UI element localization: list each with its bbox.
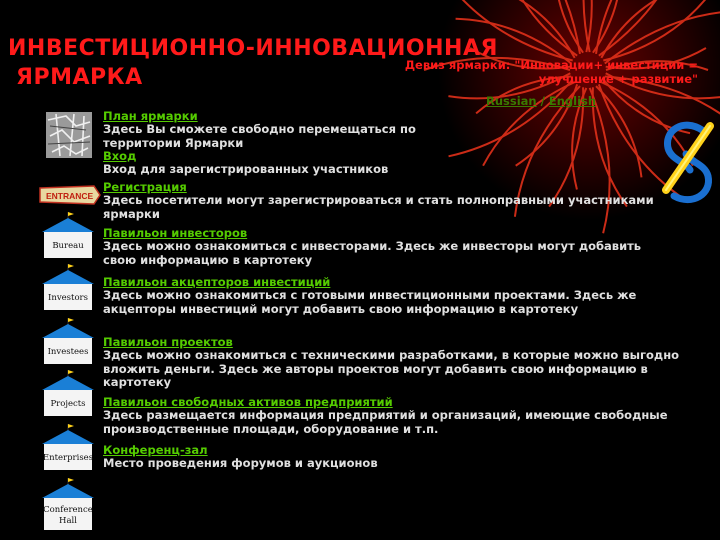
menu-item-projects	[103, 336, 703, 390]
motto-text: "Инновации+ инвестиции = улучшение + развитие"	[514, 58, 698, 86]
menu-desc-conference: Место проведения форумов и аукционов	[103, 456, 378, 470]
investors-label: Investors	[48, 293, 88, 303]
enterprises-label: Enterprises	[42, 453, 94, 463]
menu-desc-entrance: Вход для зарегистрированных участников	[103, 162, 389, 176]
page-title-line2: ЯРМАРКА	[16, 65, 143, 90]
lang-separator: /	[540, 94, 545, 108]
menu-link-projects[interactable]: Павильон проектов	[103, 335, 233, 349]
fair-map-icon[interactable]	[46, 112, 92, 158]
menu-item-enterprises	[103, 396, 703, 436]
fair-motto	[368, 58, 698, 86]
menu-link-plan[interactable]: План ярмарки	[103, 109, 198, 123]
menu-item-investors	[103, 227, 703, 267]
menu-item-plan	[103, 110, 703, 150]
investees-label: Investees	[47, 347, 89, 357]
menu-item-registration	[103, 181, 703, 221]
entrance-sign-icon[interactable]	[38, 184, 102, 206]
enterprises-tent-icon[interactable]	[38, 422, 98, 472]
investees-tent-icon[interactable]	[38, 316, 98, 366]
bureau-tent-icon[interactable]	[38, 210, 98, 260]
menu-item-conference	[103, 444, 703, 471]
menu-link-enterprises[interactable]: Павильон свободных активов предприятий	[103, 395, 393, 409]
lang-english-link[interactable]: English	[548, 94, 597, 108]
menu-link-investees[interactable]: Павильон акцепторов инвестиций	[103, 275, 331, 289]
menu-link-conference[interactable]: Конференц-зал	[103, 443, 208, 457]
bureau-label: Bureau	[52, 241, 84, 251]
menu-item-entrance	[103, 150, 703, 177]
menu-desc-enterprises: Здесь размещается информация предприятий и организаций, имеющие свободные производственные площади, оборудование и т.п.	[103, 408, 668, 436]
conference-label-line2: Hall	[59, 516, 77, 526]
lang-russian-link[interactable]: Russian	[486, 94, 537, 108]
motto-label: Девиз ярмарки:	[404, 58, 511, 72]
conference-label-line1: Conference	[43, 505, 93, 515]
menu-desc-plan: Здесь Вы сможете свободно перемещаться по территории Ярмарки	[103, 122, 416, 150]
menu-item-investees	[103, 276, 703, 316]
menu-desc-investees: Здесь можно ознакомиться с готовыми инвестиционными проектами. Здесь же акцепторы инвестиций могут добавить свою информацию в картотеку	[103, 288, 637, 316]
page-title-line1: ИНВЕСТИЦИОННО-ИННОВАЦИОННАЯ	[8, 36, 498, 61]
menu-desc-projects: Здесь можно ознакомиться с техническими разработками, в которые можно выгодно вложить деньги. Здесь же авторы проектов могут добавить свою информацию в картотеку	[103, 348, 680, 390]
menu-link-registration[interactable]: Регистрация	[103, 180, 187, 194]
menu-desc-registration: Здесь посетители могут зарегистрироваться и стать полноправными участниками ярмарки	[103, 193, 654, 221]
investors-tent-icon[interactable]	[38, 262, 98, 312]
entrance-sign-label: ENTRANCE	[46, 191, 94, 201]
language-switcher	[486, 94, 596, 108]
menu-link-investors[interactable]: Павильон инвесторов	[103, 226, 248, 240]
projects-label: Projects	[50, 399, 86, 409]
conference-hall-tent-icon[interactable]	[38, 476, 98, 532]
projects-tent-icon[interactable]	[38, 368, 98, 418]
menu-link-entrance[interactable]: Вход	[103, 149, 137, 163]
menu-desc-investors: Здесь можно ознакомиться с инвесторами. Здесь же инвесторы могут добавить свою информацию в картотеку	[103, 239, 642, 267]
